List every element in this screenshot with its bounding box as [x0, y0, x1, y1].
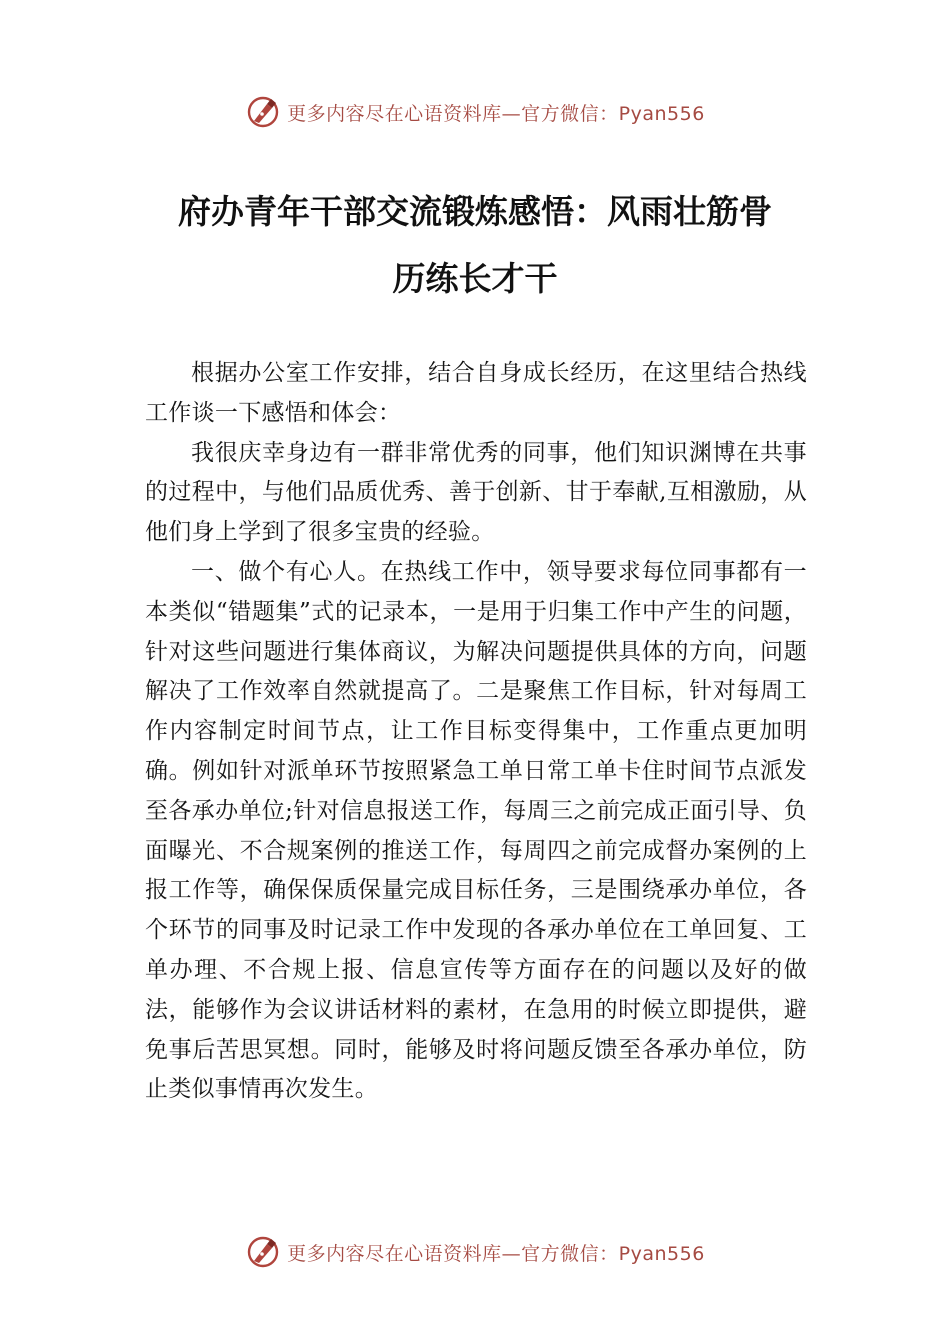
paragraph-colleagues: 我很庆幸身边有一群非常优秀的同事，他们知识渊博在共事的过程中，与他们品质优秀、善于创新、甘于奉献,互相激励，从他们身上学到了很多宝贵的经验。 — [145, 439, 807, 546]
banner-label: 更多内容尽在心语资料库—官方微信：Pyan556 — [287, 102, 705, 125]
paragraph-intro: 根据办公室工作安排，结合自身成长经历，在这里结合热线工作谈一下感悟和体会： — [145, 360, 807, 426]
footer-banner — [0, 1232, 950, 1272]
pen-nib-logo-icon — [245, 94, 281, 130]
document-title-line-1: 府办青年干部交流锻炼感悟：风雨壮筋骨 — [178, 192, 772, 231]
wechat-id: Pyan556 — [618, 102, 705, 125]
pen-nib-logo-icon — [245, 1234, 281, 1270]
document-title-line-2: 历练长才干 — [392, 259, 558, 298]
banner-label: 更多内容尽在心语资料库—官方微信：Pyan556 — [287, 1242, 705, 1265]
paragraph-section-one: 一、做个有心人。在热线工作中，领导要求每位同事都有一本类似“错题集”式的记录本，一是用于归集工作中产生的问题，针对这些问题进行集体商议，为解决问题提供具体的方向，问题解决了工作效率自然就提高了。二是聚焦工作目标，针对每周工作内容制定时间节点，让工作目标变得集中，工作重点更加明确。例如针对派单环节按照紧急工单日常工单卡住时间节点派发至各承办单位;针对信息报送工作，每周三之前完成正面引导、负面曝光、不合规案例的推送工作，每周四之前完成督办案例的上报工作等，确保保质保量完成目标任务，三是围绕承办单位，各个环节的同事及时记录工作中发现的各承办单位在工单回复、工单办理、不合规上报、信息宣传等方面存在的问题以及好的做法，能够作为会议讲话材料的素材，在急用的时候立即提供，避免事后苦思冥想。同时，能够及时将问题反馈至各承办单位，防止类似事情再次发生。 — [145, 558, 807, 1103]
wechat-id: Pyan556 — [618, 1242, 705, 1265]
document-body — [145, 354, 807, 1110]
header-banner — [0, 92, 950, 132]
